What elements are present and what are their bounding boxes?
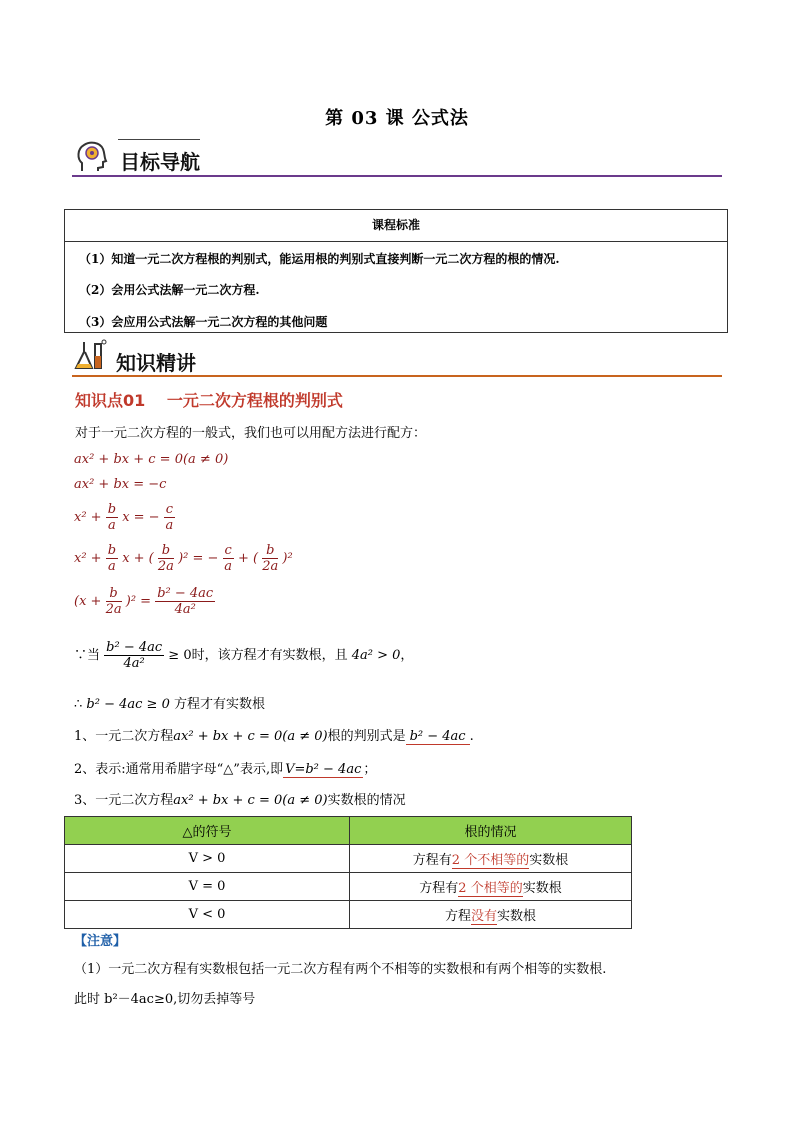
roots-table	[64, 816, 632, 929]
table-header-row	[65, 817, 632, 845]
intro-text: 对于一元二次方程的一般式，我们也可以用配方法进行配方：	[75, 426, 427, 441]
fraction-b-over-a: $\frac{b}{a}$	[107, 502, 117, 533]
point-1: 1、一元二次方程ax² + bx + c = 0(a ≠ 0)根的判别式是 b² − 4ac .	[74, 729, 474, 744]
standards-item-1: （1）知道一元二次方程根的判别式，能运用根的判别式直接判断一元二次方程的根的情况.	[79, 252, 560, 266]
standards-box	[64, 209, 728, 333]
brain-head-icon	[74, 139, 110, 175]
flask-icon	[72, 338, 108, 374]
note-line-1: （1）一元二次方程有实数根包括一元二次方程有两个不相等的实数根和有两个相等的实数根.	[74, 962, 607, 977]
equation-general-form: ax² + bx + c = 0(a ≠ 0)	[74, 452, 229, 467]
discriminant-answer: b² − 4ac	[406, 729, 470, 745]
equation-step-3: x² + $\frac{b}{a}$ x = − $\frac{c}{a}$	[74, 502, 174, 533]
point-3: 3、一元二次方程ax² + bx + c = 0(a ≠ 0)实数根的情况	[74, 793, 406, 808]
page-title: 第 03 课 公式法	[325, 108, 469, 129]
standards-item-2: （2）会用公式法解一元二次方程.	[79, 283, 260, 297]
section-divider-goal	[72, 175, 722, 177]
delta-definition: V=b² − 4ac	[285, 762, 362, 777]
standards-header: 课程标准	[65, 210, 727, 242]
table-header-sign: △的符号	[65, 817, 350, 845]
equation-step-2: ax² + bx = −c	[74, 477, 167, 492]
section-title-goal: 目标导航	[120, 150, 200, 174]
knowledge-point-title: 知识点01 一元二次方程根的判别式	[75, 391, 343, 410]
table-row: V < 0 方程没有实数根	[65, 901, 632, 929]
section-title-knowledge: 知识精讲	[116, 351, 196, 375]
table-row: V > 0 方程有2 个不相等的实数根	[65, 845, 632, 873]
table-row: V = 0 方程有2 个相等的实数根	[65, 873, 632, 901]
therefore-line: ∴ b² − 4ac ≥ 0 方程才有实数根	[74, 697, 265, 712]
fraction-c-over-a: $\frac{c}{a}$	[165, 502, 174, 533]
note-label: 【注意】	[74, 934, 127, 949]
section-top-rule	[118, 139, 200, 140]
equation-step-4: x² + $\frac{b}{a}$ x + ( $\frac{b}{2a}$ )² = − $\frac{c}{a}$ + ( $\frac{b}{2a}$ )²	[74, 543, 293, 574]
section-divider-knowledge	[72, 375, 722, 377]
note-line-2: 此时 b²－4ac≥0,切勿丢掉等号	[74, 992, 256, 1007]
point-2: 2、表示:通常用希腊字母“△”表示,即 V=b² − 4ac ；	[74, 762, 377, 777]
equation-step-5: (x + $\frac{b}{2a}$ )² = $\frac{\text{b² − 4ac}}{\text{4a²}}$	[74, 586, 214, 617]
standards-item-3: （3）会应用公式法解一元二次方程的其他问题	[79, 315, 328, 329]
because-line: ∵当 $\frac{\text{b² − 4ac}}{\text{4a²}}$ ≥ 0时，该方程才有实数根，且 4a² > 0，	[74, 640, 414, 671]
table-header-roots: 根的情况	[350, 817, 632, 845]
